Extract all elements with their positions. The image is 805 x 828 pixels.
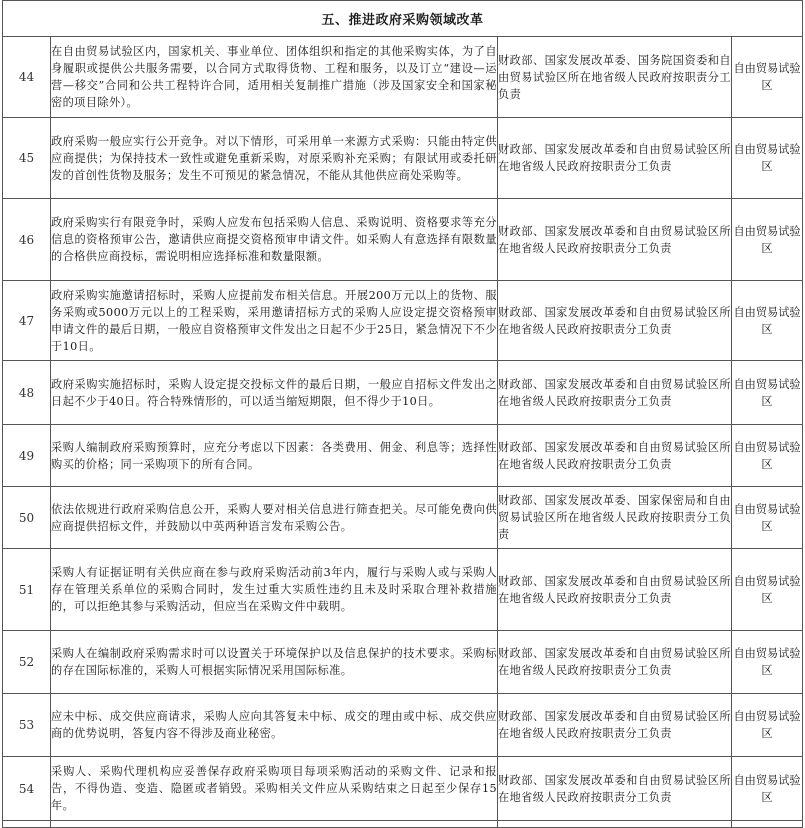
table-row (3, 694, 803, 757)
scope-text: 自由贸易试验区 (732, 361, 803, 425)
scope-text: 自由贸易试验区 (732, 425, 803, 487)
measure-text: 采购人、采购代理机构应妥善保存政府采购项目每项采购活动的采购文件、记录和报告，不得伪造、变造、隐匿或者销毁。采购相关文件应从采购结束之日起至少保存15年。 (51, 757, 498, 821)
scope-text: 自由贸易试验区 (732, 281, 803, 361)
table-row (3, 757, 803, 821)
row-number: 45 (3, 118, 51, 199)
measure-text: 依法依规进行政府采购信息公开，采购人要对相关信息进行筛查把关。尽可能免费向供应商提供招标文件，并鼓励以中英两种语言发布采购公告。 (51, 487, 498, 549)
section-title: 五、推进政府采购领域改革 (3, 1, 803, 37)
row-number: 47 (3, 281, 51, 361)
department-text: 财政部、国家发展改革委和自由贸易试验区所在地省级人民政府按职责分工负责 (498, 694, 732, 757)
row-number: 46 (3, 199, 51, 281)
measure-text: 采购人有证据证明有关供应商在参与政府采购活动前3年内，履行与采购人或与采购人存在管理关系单位的采购合同时，发生过重大实质性违约且未及时采取合理补救措施的，可以拒绝其参与采购活动，但应当在采购文件中载明。 (51, 549, 498, 631)
section-header-row (3, 1, 803, 37)
measure-text: 在自由贸易试验区内，国家机关、事业单位、团体组织和指定的其他采购实体，为了自身履职或提供公共服务需要，以合同方式取得货物、工程和服务，以及订立“建设—运营—移交”合同和公共工程特许合同，适用相关复制推广措施（涉及国家安全和国家秘密的项目除外）。 (51, 37, 498, 118)
scope-text: 自由贸易试验区 (732, 757, 803, 821)
department-text: 财政部、国家发展改革委和自由贸易试验区所在地省级人民政府按职责分工负责 (498, 549, 732, 631)
table-cell (498, 821, 732, 828)
department-text: 财政部、国家发展改革委和自由贸易试验区所在地省级人民政府按职责分工负责 (498, 361, 732, 425)
row-number: 48 (3, 361, 51, 425)
measure-text: 政府采购实施邀请招标时，采购人应提前发布相关信息。开展200万元以上的货物、服务采购或5000万元以上的工程采购，采用邀请招标方式的采购人应设定提交资格预审申请文件的最后日期，一般应自资格预审文件发出之日起不少于25日，紧急情况下不少于10日。 (51, 281, 498, 361)
scope-text: 自由贸易试验区 (732, 549, 803, 631)
table-row (3, 631, 803, 694)
department-text: 财政部、国家发展改革委和自由贸易试验区所在地省级人民政府按职责分工负责 (498, 425, 732, 487)
row-number: 49 (3, 425, 51, 487)
department-text: 财政部、国家发展改革委、国务院国资委和自由贸易试验区所在地省级人民政府按职责分工负责 (498, 37, 732, 118)
table-row (3, 118, 803, 199)
row-number: 54 (3, 757, 51, 821)
row-number: 50 (3, 487, 51, 549)
department-text: 财政部、国家发展改革委和自由贸易试验区所在地省级人民政府按职责分工负责 (498, 631, 732, 694)
department-text: 财政部、国家发展改革委和自由贸易试验区所在地省级人民政府按职责分工负责 (498, 281, 732, 361)
measure-text: 采购人编制政府采购预算时，应充分考虑以下因素：各类费用、佣金、利息等；选择性购买的价格；同一采购项下的所有合同。 (51, 425, 498, 487)
policy-table-body (3, 1, 803, 828)
department-text: 财政部、国家发展改革委和自由贸易试验区所在地省级人民政府按职责分工负责 (498, 199, 732, 281)
row-number: 44 (3, 37, 51, 118)
measure-text: 应未中标、成交供应商请求，采购人应向其答复未中标、成交的理由或中标、成交供应商的优势说明，答复内容不得涉及商业秘密。 (51, 694, 498, 757)
measure-text: 采购人在编制政府采购需求时可以设置关于环境保护以及信息保护的技术要求。采购标的存在国际标准的，采购人可根据实际情况采用国际标准。 (51, 631, 498, 694)
scope-text: 自由贸易试验区 (732, 199, 803, 281)
scope-text: 自由贸易试验区 (732, 487, 803, 549)
table-cell (732, 821, 803, 828)
department-text: 财政部、国家发展改革委、国家保密局和自由贸易试验区所在地省级人民政府按职责分工负责 (498, 487, 732, 549)
scope-text: 自由贸易试验区 (732, 694, 803, 757)
row-number: 51 (3, 549, 51, 631)
table-row (3, 361, 803, 425)
table-continuation-row (3, 821, 803, 828)
table-row (3, 425, 803, 487)
department-text: 财政部、国家发展改革委和自由贸易试验区所在地省级人民政府按职责分工负责 (498, 757, 732, 821)
table-row (3, 549, 803, 631)
policy-table (2, 0, 803, 828)
department-text: 财政部、国家发展改革委和自由贸易试验区所在地省级人民政府按职责分工负责 (498, 118, 732, 199)
table-cell (51, 821, 498, 828)
measure-text: 政府采购实行有限竞争时，采购人应发布包括采购人信息、采购说明、资格要求等充分信息的资格预审公告，邀请供应商提交资格预审申请文件。如采购人有意选择有限数量的合格供应商投标，需说明相应选择标准和数量限额。 (51, 199, 498, 281)
table-row (3, 281, 803, 361)
scope-text: 自由贸易试验区 (732, 631, 803, 694)
table-row (3, 487, 803, 549)
table-row (3, 199, 803, 281)
scope-text: 自由贸易试验区 (732, 118, 803, 199)
measure-text: 政府采购一般应实行公开竞争。对以下情形，可采用单一来源方式采购：只能由特定供应商提供；为保持技术一致性或避免重新采购，对原采购补充采购；有限试用或委托研发的首创性货物及服务；发生不可预见的紧急情况，不能从其他供应商处采购等。 (51, 118, 498, 199)
scope-text: 自由贸易试验区 (732, 37, 803, 118)
table-row (3, 37, 803, 118)
row-number: 53 (3, 694, 51, 757)
measure-text: 政府采购实施招标时，采购人设定提交投标文件的最后日期，一般应自招标文件发出之日起不少于40日。符合特殊情形的，可以适当缩短期限，但不得少于10日。 (51, 361, 498, 425)
row-number: 52 (3, 631, 51, 694)
table-cell (3, 821, 51, 828)
